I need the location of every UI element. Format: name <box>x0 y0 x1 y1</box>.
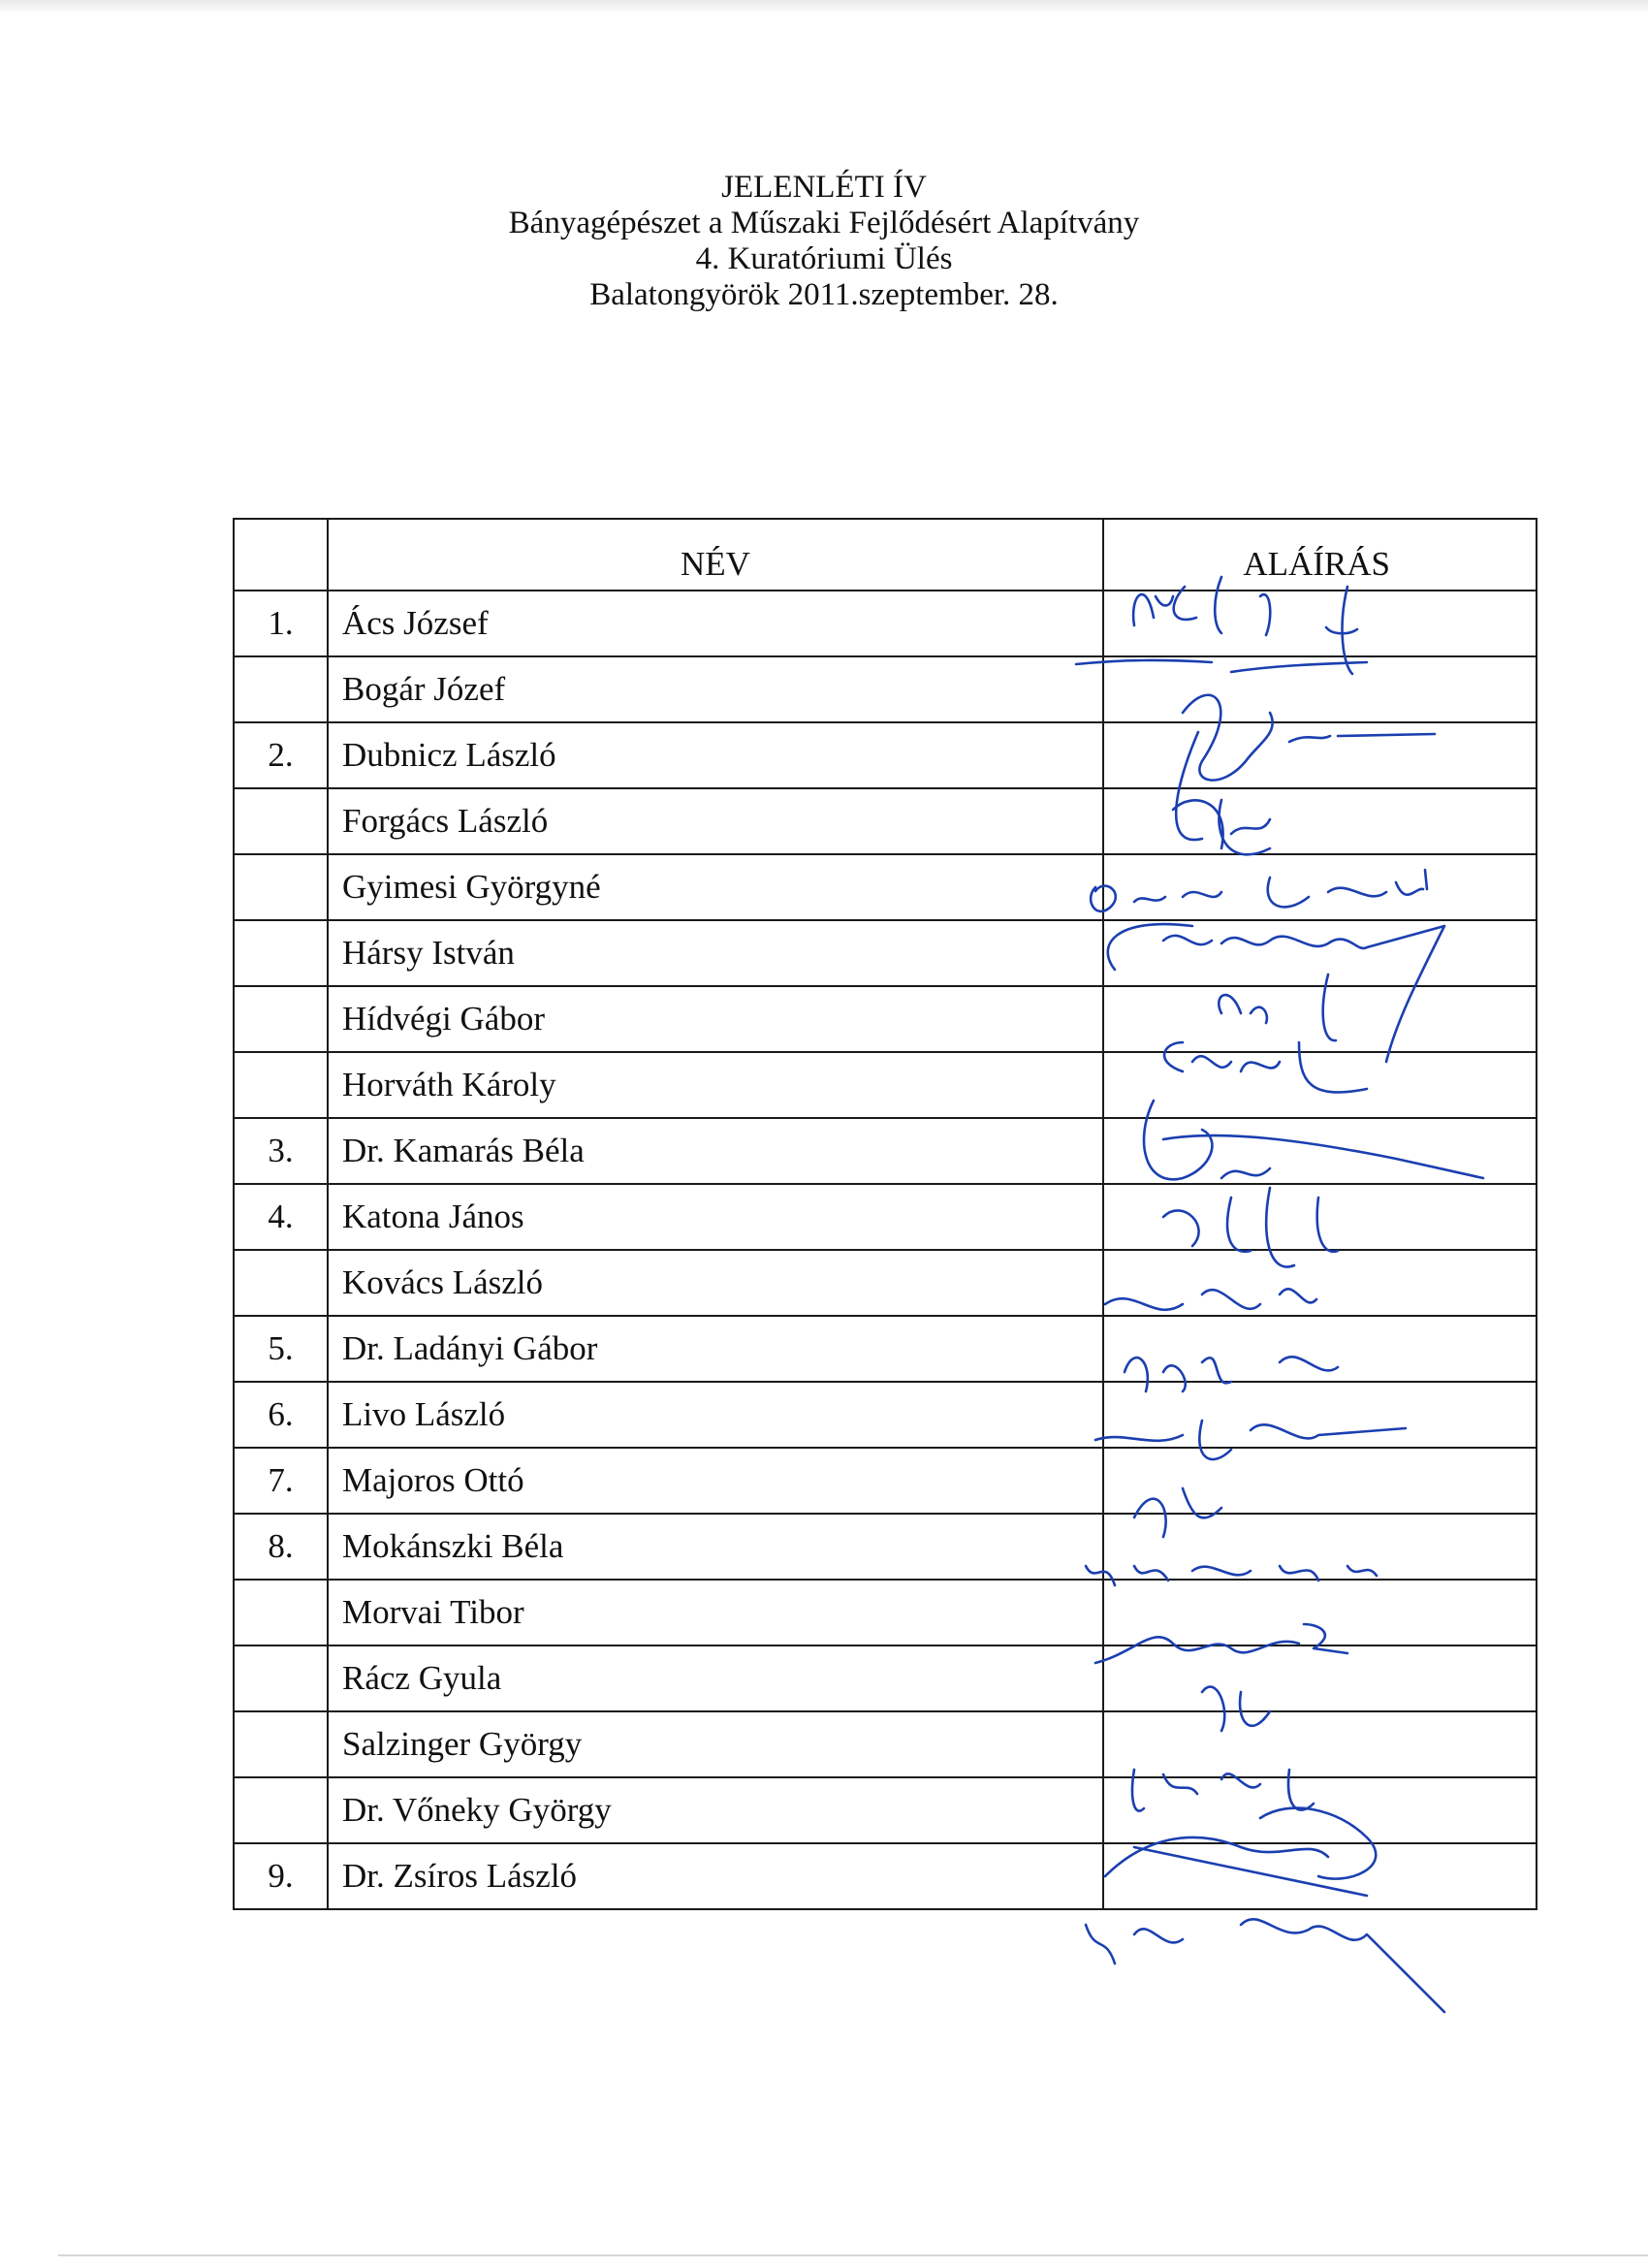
row-number <box>234 986 328 1052</box>
handwritten-signatures <box>1076 558 1619 2031</box>
attendee-name: Majoros Ottó <box>328 1448 1103 1514</box>
attendee-name: Dr. Ladányi Gábor <box>328 1316 1103 1382</box>
scan-bottom-edge <box>58 2254 1648 2256</box>
attendee-name: Hídvégi Gábor <box>328 986 1103 1052</box>
attendee-name: Morvai Tibor <box>328 1580 1103 1645</box>
attendee-name: Dr. Zsíros László <box>328 1843 1103 1909</box>
attendee-name: Bogár Józef <box>328 656 1103 722</box>
attendee-name: Salzinger György <box>328 1711 1103 1777</box>
attendee-name: Rácz Gyula <box>328 1645 1103 1711</box>
row-number: 8. <box>234 1514 328 1580</box>
signature-scribbles <box>1076 577 1483 2012</box>
attendee-name: Livo László <box>328 1382 1103 1448</box>
attendee-name: Dubnicz László <box>328 722 1103 788</box>
row-number: 1. <box>234 591 328 656</box>
meeting-place-date: Balatongyörök 2011.szeptember. 28. <box>589 277 1059 312</box>
attendee-name: Horváth Károly <box>328 1052 1103 1118</box>
foundation-name: Bányagépészet a Műszaki Fejlődésért Alapítvány <box>508 206 1140 240</box>
signature-column-header: ALÁÍRÁS <box>1103 519 1537 591</box>
row-number: 7. <box>234 1448 328 1514</box>
row-number <box>234 920 328 986</box>
row-number: 5. <box>234 1316 328 1382</box>
name-column-header: NÉV <box>328 519 1103 591</box>
row-number: 3. <box>234 1118 328 1184</box>
signatures-image <box>1076 558 1619 2031</box>
row-number: 2. <box>234 722 328 788</box>
number-column-header <box>234 519 328 591</box>
document-title: JELENLÉTI ÍV <box>721 170 927 205</box>
attendee-name: Dr. Kamarás Béla <box>328 1118 1103 1184</box>
attendee-name: Kovács László <box>328 1250 1103 1316</box>
attendee-name: Hársy István <box>328 920 1103 986</box>
attendee-name: Katona János <box>328 1184 1103 1250</box>
attendee-name: Ács József <box>328 591 1103 656</box>
row-number <box>234 1645 328 1711</box>
row-number <box>234 1777 328 1843</box>
row-number: 4. <box>234 1184 328 1250</box>
row-number <box>234 1711 328 1777</box>
row-number <box>234 854 328 920</box>
row-number <box>234 1052 328 1118</box>
scan-edge-shadow <box>0 0 1648 14</box>
attendee-name: Mokánszki Béla <box>328 1514 1103 1580</box>
document-header <box>0 170 1648 313</box>
attendee-name: Forgács László <box>328 788 1103 854</box>
row-number: 6. <box>234 1382 328 1448</box>
row-number: 9. <box>234 1843 328 1909</box>
row-number <box>234 1250 328 1316</box>
row-number <box>234 656 328 722</box>
row-number <box>234 1580 328 1645</box>
attendee-name: Dr. Vőneky György <box>328 1777 1103 1843</box>
row-number <box>234 788 328 854</box>
attendee-name: Gyimesi Györgyné <box>328 854 1103 920</box>
meeting-name: 4. Kuratóriumi Ülés <box>695 241 953 276</box>
